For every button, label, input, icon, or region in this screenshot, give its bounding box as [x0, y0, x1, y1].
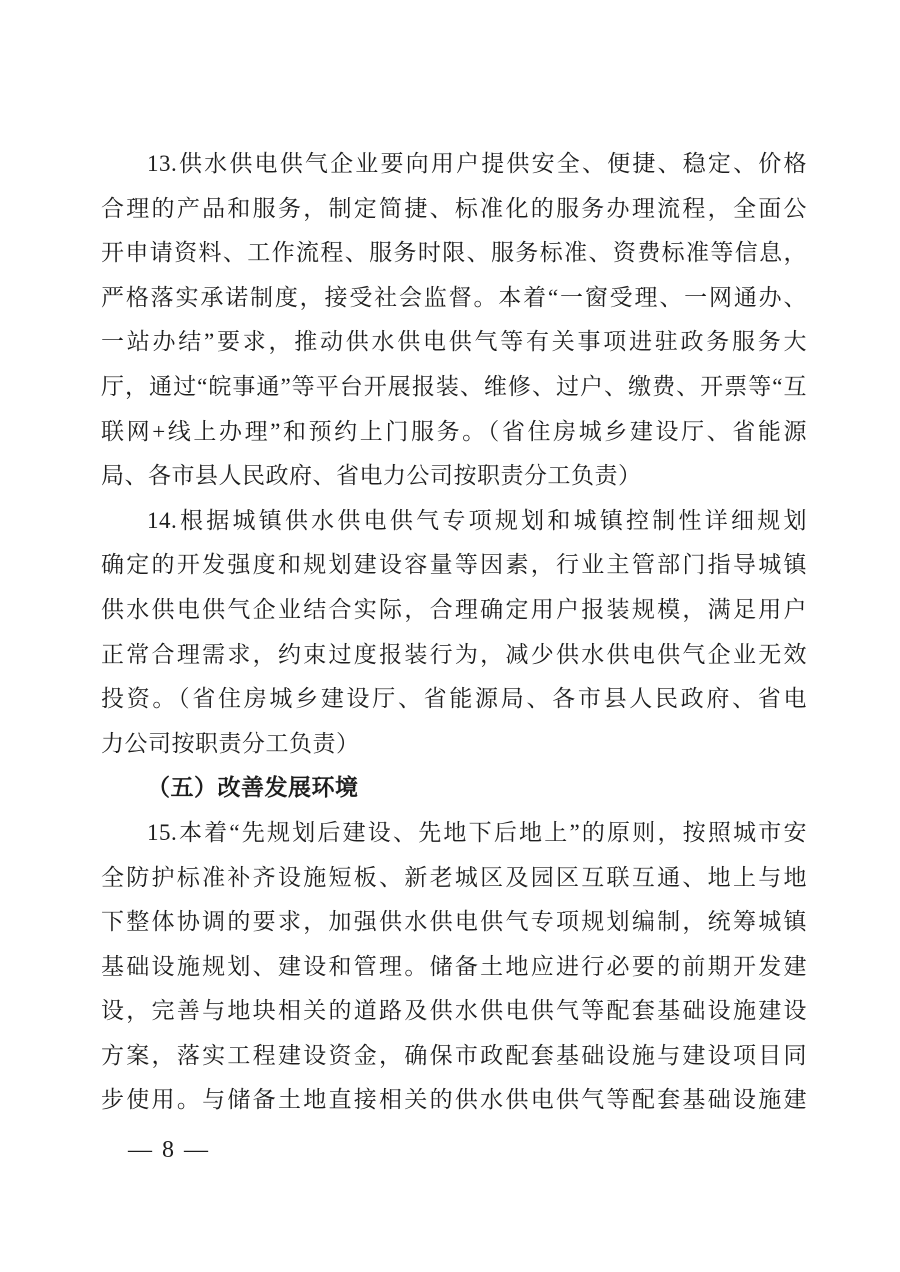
text-line: （五）改善发展环境: [147, 775, 359, 801]
text-line: 14.根据城镇供水供电供气专项规划和城镇控制性详细规划: [147, 507, 807, 533]
paragraph: [101, 499, 807, 767]
paragraph: [101, 811, 807, 1123]
text-line: 厅，通过“皖事通”等平台开展报装、维修、过户、缴费、开票等“互: [101, 373, 807, 399]
text-line: 13.供水供电供气企业要向用户提供安全、便捷、稳定、价格: [147, 151, 807, 176]
text-line: 投资。（省住房城乡建设厅、省能源局、各市县人民政府、省电: [101, 686, 807, 712]
text-line: 严格落实承诺制度，接受社会监督。本着“一窗受理、一网通办、: [101, 284, 807, 310]
text-line: 联网+线上办理”和预约上门服务。（省住房城乡建设厅、省能源: [101, 418, 807, 444]
text-line: 供水供电供气企业结合实际，合理确定用户报装规模，满足用户: [101, 596, 807, 622]
text-line: 确定的开发强度和规划建设容量等因素，行业主管部门指导城镇: [101, 552, 807, 578]
text-line: 方案，落实工程建设资金，确保市政配套基础设施与建设项目同: [101, 1042, 807, 1068]
text-line: 合理的产品和服务，制定简捷、标准化的服务办理流程，全面公: [101, 195, 807, 221]
text-line: 局、各市县人民政府、省电力公司按职责分工负责）: [101, 463, 642, 489]
text-line: 全防护标准补齐设施短板、新老城区及园区互联互通、地上与地: [101, 864, 807, 890]
text-line: 力公司按职责分工负责）: [101, 730, 360, 756]
text-line: 正常合理需求，约束过度报装行为，减少供水供电供气企业无效: [101, 641, 807, 667]
document-body: [101, 142, 807, 1123]
text-line: 15.本着“先规划后建设、先地下后地上”的原则，按照城市安: [147, 819, 807, 845]
text-line: 一站办结”要求，推动供水供电供气等有关事项进驻政务服务大: [101, 329, 807, 355]
text-line: 开申请资料、工作流程、服务时限、服务标准、资费标准等信息，: [101, 240, 807, 266]
section-heading: [101, 766, 807, 811]
page-number: — 8 —: [128, 1137, 210, 1163]
text-line: 下整体协调的要求，加强供水供电供气专项规划编制，统筹城镇: [101, 909, 807, 935]
paragraph: [101, 142, 807, 499]
text-line: 步使用。与储备土地直接相关的供水供电供气等配套基础设施建: [101, 1087, 807, 1113]
text-line: 设，完善与地块相关的道路及供水供电供气等配套基础设施建设: [101, 998, 807, 1024]
text-line: 基础设施规划、建设和管理。储备土地应进行必要的前期开发建: [101, 953, 807, 979]
